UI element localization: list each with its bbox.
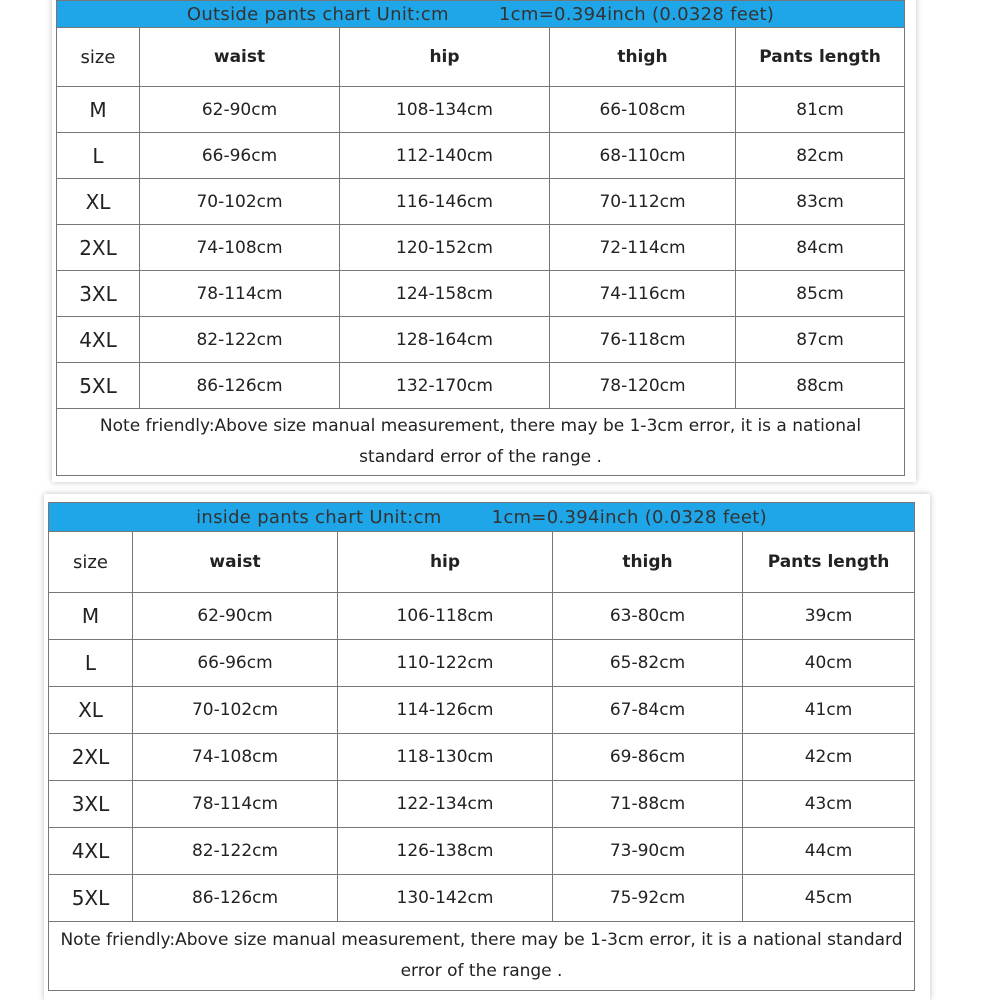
size-cell: 2XL (49, 734, 133, 781)
hip-cell: 120-152cm (340, 225, 550, 271)
waist-cell: 82-122cm (140, 317, 340, 363)
pants-length-cell: 42cm (743, 734, 915, 781)
inside-measurement-note: Note friendly:Above size manual measurement, there may be 1-3cm error, it is a national standard error of the range . (49, 922, 915, 991)
thigh-cell: 72-114cm (550, 225, 736, 271)
table-row (57, 133, 905, 179)
hip-cell: 110-122cm (338, 640, 553, 687)
column-header-pants-length: Pants length (743, 532, 915, 593)
pants-length-cell: 41cm (743, 687, 915, 734)
pants-length-cell: 88cm (736, 363, 905, 409)
thigh-cell: 69-86cm (553, 734, 743, 781)
column-header-hip: hip (340, 28, 550, 87)
size-cell: 3XL (49, 781, 133, 828)
hip-cell: 128-164cm (340, 317, 550, 363)
waist-cell: 70-102cm (140, 179, 340, 225)
size-cell: M (49, 593, 133, 640)
thigh-cell: 73-90cm (553, 828, 743, 875)
table-row (57, 271, 905, 317)
waist-cell: 62-90cm (133, 593, 338, 640)
hip-cell: 132-170cm (340, 363, 550, 409)
size-cell: XL (49, 687, 133, 734)
table-row (49, 593, 915, 640)
waist-cell: 78-114cm (133, 781, 338, 828)
table-row (49, 640, 915, 687)
waist-cell: 82-122cm (133, 828, 338, 875)
table-row (57, 179, 905, 225)
hip-cell: 124-158cm (340, 271, 550, 317)
size-cell: XL (57, 179, 140, 225)
outside-measurement-note: Note friendly:Above size manual measurement, there may be 1-3cm error, it is a national standard error of the range . (57, 409, 905, 476)
column-header-waist: waist (140, 28, 340, 87)
thigh-cell: 63-80cm (553, 593, 743, 640)
table-row (49, 875, 915, 922)
pants-length-cell: 43cm (743, 781, 915, 828)
table-row (57, 87, 905, 133)
column-header-thigh: thigh (553, 532, 743, 593)
size-cell: L (57, 133, 140, 179)
hip-cell: 108-134cm (340, 87, 550, 133)
outside-size-table (56, 0, 905, 476)
table-row (57, 317, 905, 363)
size-cell: 3XL (57, 271, 140, 317)
outside-chart-title: Outside pants chart Unit:cm (186, 3, 449, 25)
thigh-cell: 76-118cm (550, 317, 736, 363)
column-header-pants-length: Pants length (736, 28, 905, 87)
waist-cell: 86-126cm (140, 363, 340, 409)
table-row (49, 781, 915, 828)
pants-length-cell: 44cm (743, 828, 915, 875)
pants-length-cell: 45cm (743, 875, 915, 922)
table-row (57, 363, 905, 409)
pants-length-cell: 40cm (743, 640, 915, 687)
waist-cell: 66-96cm (133, 640, 338, 687)
pants-length-cell: 85cm (736, 271, 905, 317)
outside-chart-conversion: 1cm=0.394inch (0.0328 feet) (498, 3, 775, 25)
size-cell: M (57, 87, 140, 133)
table-row (57, 225, 905, 271)
inside-header-row (49, 532, 915, 593)
waist-cell: 74-108cm (133, 734, 338, 781)
table-row (49, 734, 915, 781)
thigh-cell: 78-120cm (550, 363, 736, 409)
outside-chart-title-bar (57, 1, 905, 28)
hip-cell: 114-126cm (338, 687, 553, 734)
pants-length-cell: 82cm (736, 133, 905, 179)
column-header-size: size (57, 28, 140, 87)
column-header-thigh: thigh (550, 28, 736, 87)
pants-length-cell: 39cm (743, 593, 915, 640)
hip-cell: 126-138cm (338, 828, 553, 875)
table-row (49, 687, 915, 734)
inside-chart-title-bar (49, 503, 915, 532)
waist-cell: 74-108cm (140, 225, 340, 271)
outside-size-chart (52, 0, 916, 482)
thigh-cell: 74-116cm (550, 271, 736, 317)
hip-cell: 122-134cm (338, 781, 553, 828)
column-header-hip: hip (338, 532, 553, 593)
column-header-waist: waist (133, 532, 338, 593)
waist-cell: 78-114cm (140, 271, 340, 317)
outside-header-row (57, 28, 905, 87)
column-header-size: size (49, 532, 133, 593)
thigh-cell: 66-108cm (550, 87, 736, 133)
hip-cell: 130-142cm (338, 875, 553, 922)
size-cell: 4XL (49, 828, 133, 875)
thigh-cell: 70-112cm (550, 179, 736, 225)
inside-chart-conversion: 1cm=0.394inch (0.0328 feet) (491, 506, 767, 528)
table-row (49, 828, 915, 875)
size-cell: 2XL (57, 225, 140, 271)
size-cell: 5XL (49, 875, 133, 922)
size-cell: 5XL (57, 363, 140, 409)
inside-size-chart (44, 494, 930, 1000)
thigh-cell: 75-92cm (553, 875, 743, 922)
hip-cell: 116-146cm (340, 179, 550, 225)
hip-cell: 106-118cm (338, 593, 553, 640)
thigh-cell: 71-88cm (553, 781, 743, 828)
inside-chart-title: inside pants chart Unit:cm (196, 506, 442, 528)
pants-length-cell: 81cm (736, 87, 905, 133)
thigh-cell: 68-110cm (550, 133, 736, 179)
size-cell: L (49, 640, 133, 687)
pants-length-cell: 84cm (736, 225, 905, 271)
waist-cell: 66-96cm (140, 133, 340, 179)
inside-size-table (48, 502, 915, 991)
pants-length-cell: 87cm (736, 317, 905, 363)
thigh-cell: 67-84cm (553, 687, 743, 734)
waist-cell: 70-102cm (133, 687, 338, 734)
waist-cell: 86-126cm (133, 875, 338, 922)
hip-cell: 112-140cm (340, 133, 550, 179)
waist-cell: 62-90cm (140, 87, 340, 133)
size-cell: 4XL (57, 317, 140, 363)
pants-length-cell: 83cm (736, 179, 905, 225)
hip-cell: 118-130cm (338, 734, 553, 781)
thigh-cell: 65-82cm (553, 640, 743, 687)
